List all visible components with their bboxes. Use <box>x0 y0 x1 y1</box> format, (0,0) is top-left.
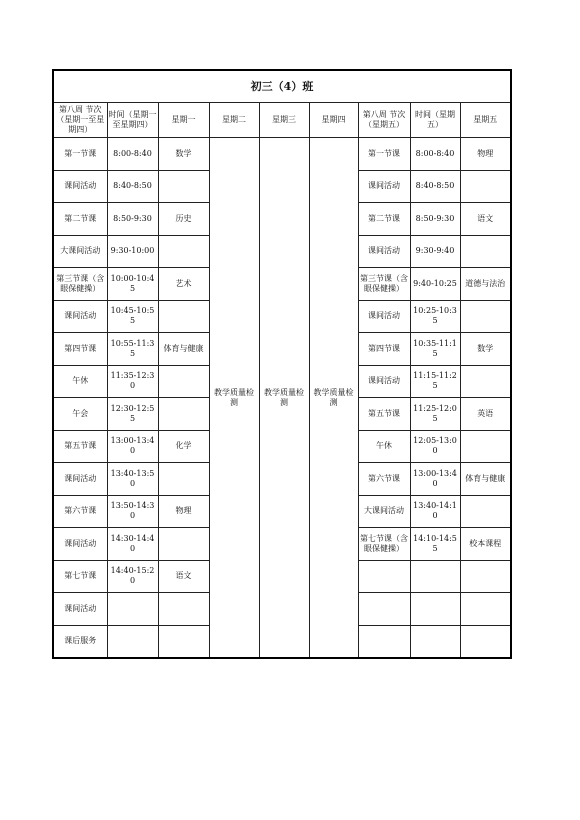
merged-tue-cell: 教学质量检测 <box>209 138 259 659</box>
left-period-cell: 午会 <box>53 398 107 431</box>
friday-cell: 物理 <box>460 138 511 171</box>
right-time-cell: 8:00-8:40 <box>410 138 460 171</box>
left-time-cell: 10:45-10:55 <box>107 300 158 333</box>
left-time-cell: 12:30-12:55 <box>107 398 158 431</box>
friday-cell: 体育与健康 <box>460 463 511 496</box>
left-period-cell: 大课间活动 <box>53 235 107 268</box>
right-period-cell <box>358 593 410 626</box>
merged-wed-cell: 教学质量检测 <box>259 138 309 659</box>
right-period-cell <box>358 625 410 658</box>
left-period-cell: 第一节课 <box>53 138 107 171</box>
monday-cell: 历史 <box>158 203 209 236</box>
left-period-cell: 课间活动 <box>53 170 107 203</box>
friday-cell <box>460 430 511 463</box>
friday-cell <box>460 560 511 593</box>
left-time-cell: 8:00-8:40 <box>107 138 158 171</box>
monday-cell <box>158 398 209 431</box>
right-period-cell: 课间活动 <box>358 235 410 268</box>
left-period-cell: 第五节课 <box>53 430 107 463</box>
friday-cell <box>460 495 511 528</box>
right-time-cell: 8:50-9:30 <box>410 203 460 236</box>
left-time-cell: 8:40-8:50 <box>107 170 158 203</box>
friday-cell <box>460 365 511 398</box>
right-period-cell: 午休 <box>358 430 410 463</box>
monday-cell: 物理 <box>158 495 209 528</box>
right-period-cell: 第五节课 <box>358 398 410 431</box>
header-friday: 星期五 <box>460 103 511 138</box>
header-tuesday: 星期二 <box>209 103 259 138</box>
right-time-cell: 13:00-13:40 <box>410 463 460 496</box>
header-right-period: 第八周 节次（星期五） <box>358 103 410 138</box>
right-time-cell <box>410 625 460 658</box>
left-period-cell: 第六节课 <box>53 495 107 528</box>
right-period-cell: 课间活动 <box>358 300 410 333</box>
left-time-cell: 10:00-10:45 <box>107 268 158 301</box>
header-monday: 星期一 <box>158 103 209 138</box>
right-period-cell: 第六节课 <box>358 463 410 496</box>
monday-cell <box>158 170 209 203</box>
monday-cell <box>158 625 209 658</box>
left-time-cell: 13:00-13:40 <box>107 430 158 463</box>
right-period-cell: 第四节课 <box>358 333 410 366</box>
monday-cell <box>158 365 209 398</box>
left-period-cell: 第二节课 <box>53 203 107 236</box>
left-time-cell: 11:35-12:30 <box>107 365 158 398</box>
header-left-time: 时间（星期一至星期四） <box>107 103 158 138</box>
left-period-cell: 课间活动 <box>53 300 107 333</box>
header-row <box>53 103 511 138</box>
monday-cell <box>158 528 209 561</box>
monday-cell: 体育与健康 <box>158 333 209 366</box>
title-row <box>53 70 511 103</box>
left-period-cell: 课间活动 <box>53 593 107 626</box>
left-time-cell: 13:50-14:30 <box>107 495 158 528</box>
right-period-cell: 大课间活动 <box>358 495 410 528</box>
right-period-cell: 课间活动 <box>358 365 410 398</box>
right-time-cell: 10:35-11:15 <box>410 333 460 366</box>
header-wednesday: 星期三 <box>259 103 309 138</box>
friday-cell <box>460 593 511 626</box>
left-time-cell: 13:40-13:50 <box>107 463 158 496</box>
left-time-cell: 14:40-15:20 <box>107 560 158 593</box>
monday-cell <box>158 300 209 333</box>
right-time-cell <box>410 560 460 593</box>
right-period-cell: 第七节课（含眼保健操） <box>358 528 410 561</box>
left-period-cell: 课间活动 <box>53 528 107 561</box>
monday-cell: 化学 <box>158 430 209 463</box>
left-time-cell <box>107 625 158 658</box>
left-time-cell: 10:55-11:35 <box>107 333 158 366</box>
monday-cell <box>158 235 209 268</box>
right-time-cell: 11:15-11:25 <box>410 365 460 398</box>
monday-cell <box>158 463 209 496</box>
left-period-cell: 第七节课 <box>53 560 107 593</box>
friday-cell: 英语 <box>460 398 511 431</box>
right-time-cell: 14:10-14:55 <box>410 528 460 561</box>
right-time-cell: 9:30-9:40 <box>410 235 460 268</box>
right-time-cell: 13:40-14:10 <box>410 495 460 528</box>
right-period-cell: 第三节课（含眼保健操） <box>358 268 410 301</box>
friday-cell: 道德与法治 <box>460 268 511 301</box>
left-period-cell: 午休 <box>53 365 107 398</box>
class-title: 初三（4）班 <box>53 70 511 103</box>
right-time-cell <box>410 593 460 626</box>
friday-cell <box>460 300 511 333</box>
left-period-cell: 课后服务 <box>53 625 107 658</box>
friday-cell: 数学 <box>460 333 511 366</box>
left-period-cell: 第三节课（含眼保健操） <box>53 268 107 301</box>
right-time-cell: 8:40-8:50 <box>410 170 460 203</box>
left-time-cell <box>107 593 158 626</box>
header-right-time: 时间（星期五） <box>410 103 460 138</box>
header-thursday: 星期四 <box>309 103 358 138</box>
monday-cell: 语文 <box>158 560 209 593</box>
header-left-period: 第八周 节次（星期一至星期四） <box>53 103 107 138</box>
timetable-sheet <box>52 69 510 659</box>
right-time-cell: 12:05-13:00 <box>410 430 460 463</box>
friday-cell: 校本课程 <box>460 528 511 561</box>
monday-cell: 数学 <box>158 138 209 171</box>
right-time-cell: 9:40-10:25 <box>410 268 460 301</box>
friday-cell <box>460 235 511 268</box>
monday-cell: 艺术 <box>158 268 209 301</box>
friday-cell <box>460 170 511 203</box>
left-time-cell: 14:30-14:40 <box>107 528 158 561</box>
left-period-cell: 课间活动 <box>53 463 107 496</box>
right-period-cell: 第二节课 <box>358 203 410 236</box>
right-time-cell: 10:25-10:35 <box>410 300 460 333</box>
friday-cell <box>460 625 511 658</box>
right-period-cell <box>358 560 410 593</box>
merged-thu-cell: 教学质量检测 <box>309 138 358 659</box>
left-time-cell: 9:30-10:00 <box>107 235 158 268</box>
right-time-cell: 11:25-12:05 <box>410 398 460 431</box>
table-row <box>53 138 511 171</box>
left-time-cell: 8:50-9:30 <box>107 203 158 236</box>
timetable <box>52 69 512 659</box>
right-period-cell: 课间活动 <box>358 170 410 203</box>
right-period-cell: 第一节课 <box>358 138 410 171</box>
friday-cell: 语文 <box>460 203 511 236</box>
monday-cell <box>158 593 209 626</box>
left-period-cell: 第四节课 <box>53 333 107 366</box>
